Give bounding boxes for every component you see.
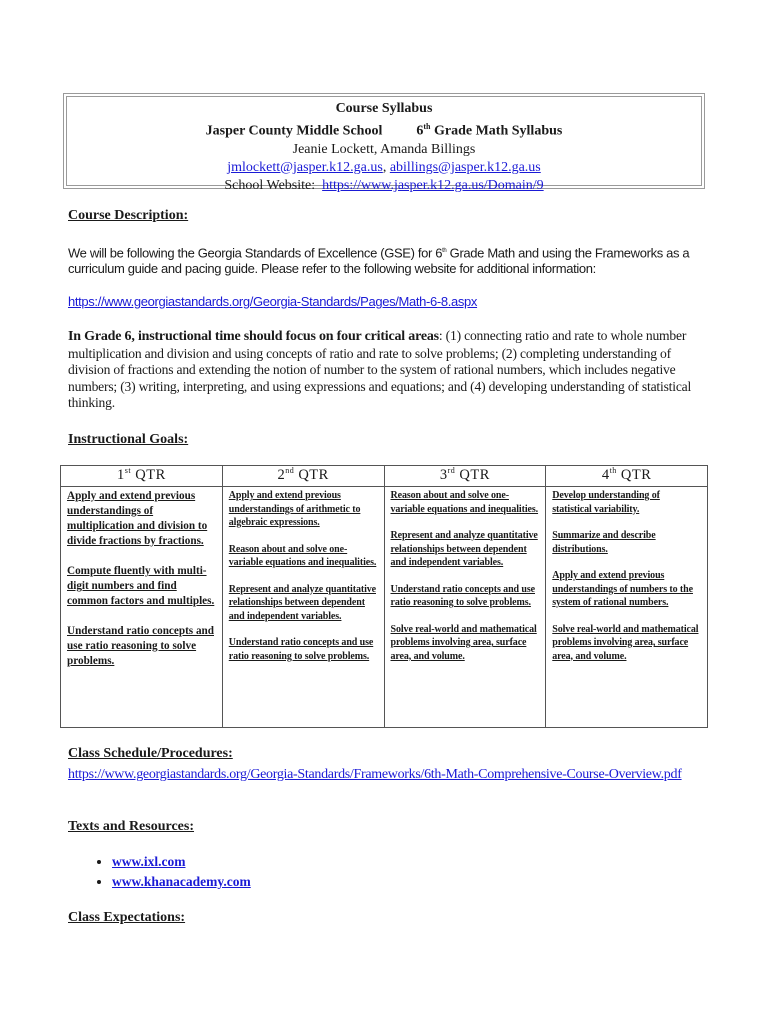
goals-content-row (61, 487, 708, 728)
course-description-text-b: Grade Math and using the Frameworks as a curriculum guide and pacing guide. Please refer to the following website for additional information: (68, 245, 690, 276)
header-title: Course Syllabus (335, 101, 433, 116)
goal-item: Understand ratio concepts and use ratio reasoning to solve problems. (228, 637, 374, 662)
resources-list (68, 852, 251, 892)
goal-item: Summarize and describe distributions. (552, 530, 656, 555)
critical-areas-paragraph (68, 328, 708, 412)
instructional-goals-heading: Instructional Goals: (68, 432, 189, 447)
syllabus-header-inner (66, 96, 702, 193)
header-school-grade (67, 118, 701, 141)
header-grade-sup: th (423, 122, 431, 131)
goal-item: Understand ratio concepts and use ratio reasoning to solve problems. (67, 625, 214, 667)
course-description-paragraph (68, 244, 708, 276)
course-description-text-a: We will be following the Georgia Standards of Excellence (GSE) for 6 (68, 245, 443, 261)
goal-item: Develop understanding of statistical variability. (552, 490, 660, 515)
email-link-lockett[interactable]: jmlockett@jasper.k12.ga.us (227, 159, 383, 175)
frameworks-link[interactable]: https://www.georgiastandards.org/Georgia-Standards/Frameworks/6th-Math-Comprehensive-Course-Overview.pdf (68, 767, 682, 782)
goal-item: Apply and extend previous understandings of multiplication and division to divide fractions by fractions. (67, 490, 208, 547)
texts-resources-heading: Texts and Resources: (68, 819, 195, 834)
class-expectations-heading: Class Expectations: (68, 910, 186, 925)
class-schedule-heading: Class Schedule/Procedures: (68, 746, 233, 761)
goals-header-q1: 1st QTR (61, 466, 223, 487)
goal-item: Apply and extend previous understandings of numbers to the system of rational numbers. (552, 570, 693, 608)
header-teachers: Jeanie Lockett, Amanda Billings (292, 141, 476, 157)
instructional-goals-table (60, 465, 708, 728)
standards-link[interactable]: https://www.georgiastandards.org/Georgia-Standards/Pages/Math-6-8.aspx (68, 294, 478, 309)
email-separator: , (382, 159, 390, 175)
header-school: Jasper County Middle School (205, 123, 383, 139)
goals-cell-q3 (384, 487, 546, 728)
website-label: School Website: (224, 177, 323, 193)
goal-item: Represent and analyze quantitative relationships between dependent and independent variables. (228, 583, 376, 622)
goal-item: Understand ratio concepts and use ratio reasoning to solve problems. (390, 583, 535, 608)
email-link-billings[interactable]: abillings@jasper.k12.ga.us (389, 159, 541, 175)
goals-header-q2: 2nd QTR (222, 466, 384, 487)
goals-cell-q4 (546, 487, 708, 728)
ixl-link[interactable]: www.ixl.com (112, 854, 186, 869)
goal-item: Solve real-world and mathematical problems involving area, surface area, and volume. (390, 623, 537, 662)
goal-item: Reason about and solve one-variable equations and inequalities. (228, 543, 377, 568)
critical-areas-text: : (1) connecting ratio and rate to whole number multiplication and division and using concepts of ratio and rate to solve problems; (2) completing understanding of division of fractions and extending the notion of number to the system of rational numbers, which includes negative numbers; (3) writing, interpreting, and using expressions and equations; and (4) developing understanding of statistical thinking. (68, 328, 692, 410)
khanacademy-link[interactable]: www.khanacademy.com (112, 874, 251, 889)
goals-header-q4: 4th QTR (546, 466, 708, 487)
course-description-heading: Course Description: (68, 208, 189, 223)
goal-item: Reason about and solve one-variable equations and inequalities. (390, 490, 539, 515)
goal-item: Represent and analyze quantitative relationships between dependent and independent variables. (390, 530, 538, 568)
critical-areas-bold: In Grade 6, instructional time should focus on four critical areas (68, 329, 439, 344)
header-grade-rest: Grade Math Syllabus (430, 123, 563, 139)
goals-header-row (61, 466, 708, 487)
goal-item: Compute fluently with multi-digit numbers and find common factors and multiples. (67, 565, 215, 607)
goals-cell-q2 (222, 487, 384, 728)
goal-item: Solve real-world and mathematical problems involving area, surface area, and volume. (552, 623, 699, 662)
syllabus-header-box (63, 93, 705, 193)
header-website (67, 177, 701, 195)
goal-item: Apply and extend previous understandings of arithmetic to algebraic expressions. (228, 490, 361, 528)
course-description-sup: th (442, 248, 447, 254)
website-link[interactable]: https://www.jasper.k12.ga.us/Domain/9 (322, 177, 544, 193)
header-grade-num: 6 (416, 123, 424, 139)
goals-header-q3: 3rd QTR (384, 466, 546, 487)
list-item (112, 852, 251, 872)
list-item (112, 872, 251, 892)
header-emails (67, 159, 701, 177)
goals-cell-q1 (61, 487, 223, 728)
